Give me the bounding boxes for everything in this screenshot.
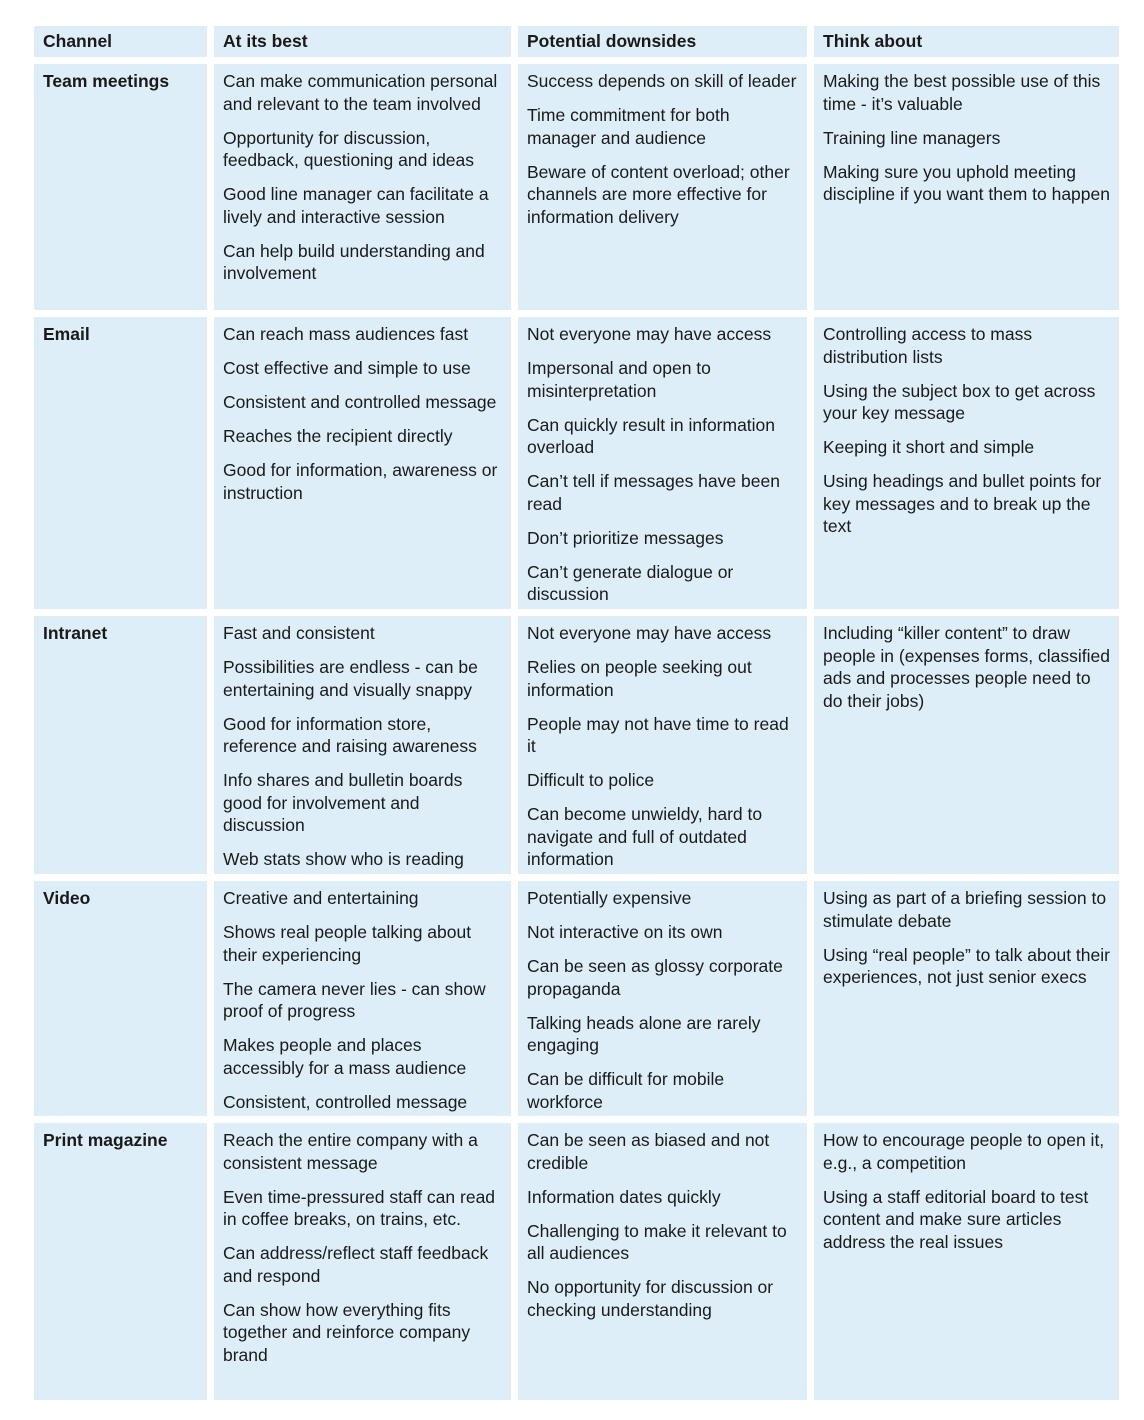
at-its-best-item: Even time-pressured staff can read in coffee breaks, on trains, etc.	[223, 1186, 496, 1229]
think-about-item: Using “real people” to talk about their experiences, not just senior execs	[823, 944, 1110, 987]
potential-downsides-item: Difficult to police	[527, 770, 655, 790]
potential-downsides-item: Information dates quickly	[527, 1186, 721, 1207]
at-its-best-item: Can show how everything fits together and reinforce company brand	[223, 1299, 471, 1365]
at-its-best-item: Creative and entertaining	[223, 888, 419, 908]
think-about-item: Using the subject box to get across your key message	[823, 380, 1096, 423]
at-its-best-item: Shows real people talking about their experiencing	[223, 922, 472, 965]
think-about-cell	[814, 317, 1119, 609]
at-its-best-item: The camera never lies - can show proof of progress	[223, 978, 486, 1021]
at-its-best-cell	[214, 616, 511, 874]
potential-downsides-item: Can be seen as glossy corporate propaganda	[527, 956, 783, 999]
think-about-cell	[814, 1123, 1119, 1400]
potential-downsides-item: Can’t tell if messages have been read	[527, 471, 780, 514]
at-its-best-item: Consistent and controlled message	[223, 392, 497, 412]
channel-cell: Team meetings	[34, 64, 207, 310]
potential-downsides-item: Relies on people seeking out information	[527, 657, 752, 700]
at-its-best-item: Web stats show who is reading	[223, 849, 464, 869]
channel-cell: Print magazine	[34, 1123, 207, 1400]
header-think-about: Think about	[814, 26, 1119, 57]
at-its-best-item: Possibilities are endless - can be entertaining and visually snappy	[223, 657, 478, 700]
at-its-best-item: Opportunity for discussion, feedback, questioning and ideas	[223, 127, 475, 170]
potential-downsides-item: Can be seen as biased and not credible	[527, 1130, 770, 1173]
think-about-cell	[814, 64, 1119, 310]
potential-downsides-item: People may not have time to read it	[527, 713, 789, 756]
potential-downsides-item: Can be difficult for mobile workforce	[527, 1069, 725, 1112]
at-its-best-cell	[214, 64, 511, 310]
potential-downsides-cell	[518, 616, 807, 874]
at-its-best-item: Makes people and places accessibly for a mass audience	[223, 1035, 467, 1078]
header-at-its-best: At its best	[214, 26, 511, 57]
think-about-item: Keeping it short and simple	[823, 437, 1035, 457]
think-about-cell	[814, 881, 1119, 1116]
think-about-item: Using headings and bullet points for key messages and to break up the text	[823, 471, 1102, 536]
think-about-cell	[814, 616, 1119, 874]
at-its-best-item: Cost effective and simple to use	[223, 358, 471, 378]
channel-comparison-table	[34, 26, 1119, 1400]
potential-downsides-cell	[518, 881, 807, 1116]
potential-downsides-item: Impersonal and open to misinterpretation	[527, 358, 711, 401]
potential-downsides-cell	[518, 1123, 807, 1400]
potential-downsides-item: Potentially expensive	[527, 888, 692, 908]
potential-downsides-cell	[518, 317, 807, 609]
at-its-best-item: Can make communication personal and relevant to the team involved	[223, 71, 498, 114]
at-its-best-item: Info shares and bulletin boards good for involvement and discussion	[223, 770, 463, 835]
at-its-best-item: Good for information, awareness or instruction	[223, 460, 498, 503]
at-its-best-item: Good for information store, reference and raising awareness	[223, 713, 477, 756]
potential-downsides-item: Not everyone may have access	[527, 623, 772, 643]
potential-downsides-item: No opportunity for discussion or checking understanding	[527, 1277, 774, 1320]
potential-downsides-item: Beware of content overload; other channels are more effective for information delivery	[527, 161, 790, 227]
header-channel: Channel	[34, 26, 207, 57]
at-its-best-item: Can address/reflect staff feedback and respond	[223, 1243, 489, 1286]
potential-downsides-cell	[518, 64, 807, 310]
potential-downsides-item: Time commitment for both manager and audience	[527, 105, 730, 148]
potential-downsides-item: Talking heads alone are rarely engaging	[527, 1012, 761, 1055]
channel-cell: Email	[34, 317, 207, 609]
at-its-best-item: Reaches the recipient directly	[223, 426, 453, 446]
potential-downsides-item: Not interactive on its own	[527, 922, 723, 942]
at-its-best-cell	[214, 317, 511, 609]
think-about-item: Using as part of a briefing session to stimulate debate	[823, 888, 1107, 931]
think-about-item: Making the best possible use of this time - it’s valuable	[823, 71, 1101, 114]
at-its-best-item: Can help build understanding and involvement	[223, 240, 485, 283]
potential-downsides-item: Success depends on skill of leader	[527, 71, 797, 91]
potential-downsides-item: Challenging to make it relevant to all audiences	[527, 1220, 787, 1263]
at-its-best-cell	[214, 1123, 511, 1400]
channel-cell: Video	[34, 881, 207, 1116]
think-about-item: Including “killer content” to draw people in (expenses forms, classified ads and processes people need to do their jobs)	[823, 623, 1110, 711]
at-its-best-item: Reach the entire company with a consistent message	[223, 1130, 478, 1173]
potential-downsides-item: Can quickly result in information overload	[527, 414, 776, 457]
potential-downsides-item: Can’t generate dialogue or discussion	[527, 561, 734, 604]
think-about-item: Using a staff editorial board to test content and make sure articles address the real issues	[823, 1186, 1089, 1252]
header-potential-downsides: Potential downsides	[518, 26, 807, 57]
think-about-item: How to encourage people to open it, e.g., a competition	[823, 1130, 1105, 1173]
think-about-item: Controlling access to mass distribution lists	[823, 324, 1033, 367]
at-its-best-item: Fast and consistent	[223, 623, 375, 643]
at-its-best-item: Consistent, controlled message	[223, 1091, 468, 1112]
at-its-best-cell	[214, 881, 511, 1116]
think-about-item: Training line managers	[823, 127, 1001, 148]
channel-cell: Intranet	[34, 616, 207, 874]
at-its-best-item: Good line manager can facilitate a lively and interactive session	[223, 184, 489, 227]
potential-downsides-item: Can become unwieldy, hard to navigate and full of outdated information	[527, 804, 763, 869]
think-about-item: Making sure you uphold meeting discipline if you want them to happen	[823, 161, 1110, 204]
at-its-best-item: Can reach mass audiences fast	[223, 324, 469, 344]
potential-downsides-item: Don’t prioritize messages	[527, 527, 724, 548]
potential-downsides-item: Not everyone may have access	[527, 324, 772, 344]
